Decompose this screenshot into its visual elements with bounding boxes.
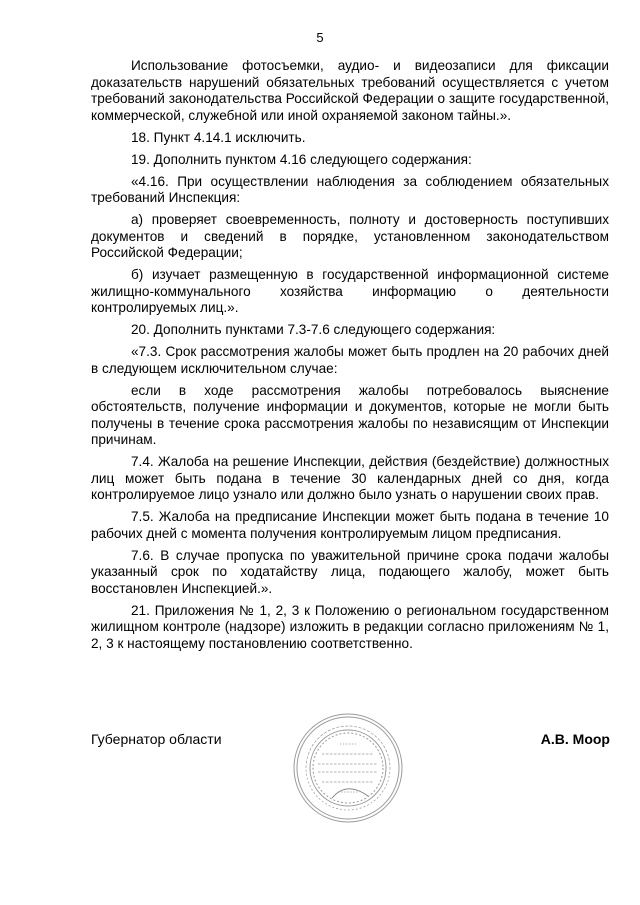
paragraph: 7.6. В случае пропуска по уважительной причине срока подачи жалобы указанный срок по ходатайству лица, подающего жалобу, может быть восстановлен Инспекцией.».: [91, 547, 609, 596]
paragraph: если в ходе рассмотрения жалобы потребовалось выяснение обстоятельств, получение информации и документов, которые не могли быть получены в течение срока рассмотрения жалобы по независящим от Инспекции причинам.: [91, 382, 609, 447]
paragraph: а) проверяет своевременность, полноту и достоверность поступивших документов и сведений в порядке, установленном законодательством Российской Федерации;: [91, 212, 609, 260]
paragraph: 20. Дополнить пунктами 7.3-7.6 следующего содержания:: [131, 322, 496, 337]
paragraph: «7.3. Срок рассмотрения жалобы может быть продлен на 20 рабочих дней в следующем исключительном случае:: [91, 344, 609, 376]
document-body: [91, 58, 609, 658]
page-number: 5: [316, 30, 324, 45]
paragraph: 21. Приложения № 1, 2, 3 к Положению о региональном государственном жилищном контроле (надзоре) изложить в редакции согласно приложениям № 1, 2, 3 к настоящему постановлению соответственно.: [91, 602, 609, 651]
paragraph: 19. Дополнить пунктом 4.16 следующего содержания:: [131, 151, 472, 167]
paragraph: 7.5. Жалоба на предписание Инспекции может быть подана в течение 10 рабочих дней с момента получения контролируемым лицом предписания.: [91, 509, 609, 541]
signature-name: А.В. Моор: [540, 731, 610, 747]
paragraph: 18. Пункт 4.14.1 исключить.: [131, 129, 306, 145]
paragraph: 7.4. Жалоба на решение Инспекции, действия (бездействие) должностных лиц может быть подана в течение 30 календарных дней со дня, когда контролируемое лицо узнало или должно было узнать о нарушении своих прав.: [91, 454, 609, 502]
paragraph: Использование фотосъемки, аудио- и видеозаписи для фиксации доказательств нарушений обязательных требований осуществляется с учетом требований законодательства Российской Федерации о защите государственной, коммерческой, служебной или иной охраняемой законом тайны.».: [91, 58, 609, 123]
official-seal-icon: [292, 712, 404, 824]
signature-position: Губернатор области: [91, 731, 222, 747]
paragraph: «4.16. При осуществлении наблюдения за соблюдением обязательных требований Инспекция:: [91, 173, 609, 205]
paragraph: б) изучает размещенную в государственной информационной системе жилищно-коммунального хозяйства информацию о деятельности контролируемых лиц.».: [91, 267, 609, 315]
